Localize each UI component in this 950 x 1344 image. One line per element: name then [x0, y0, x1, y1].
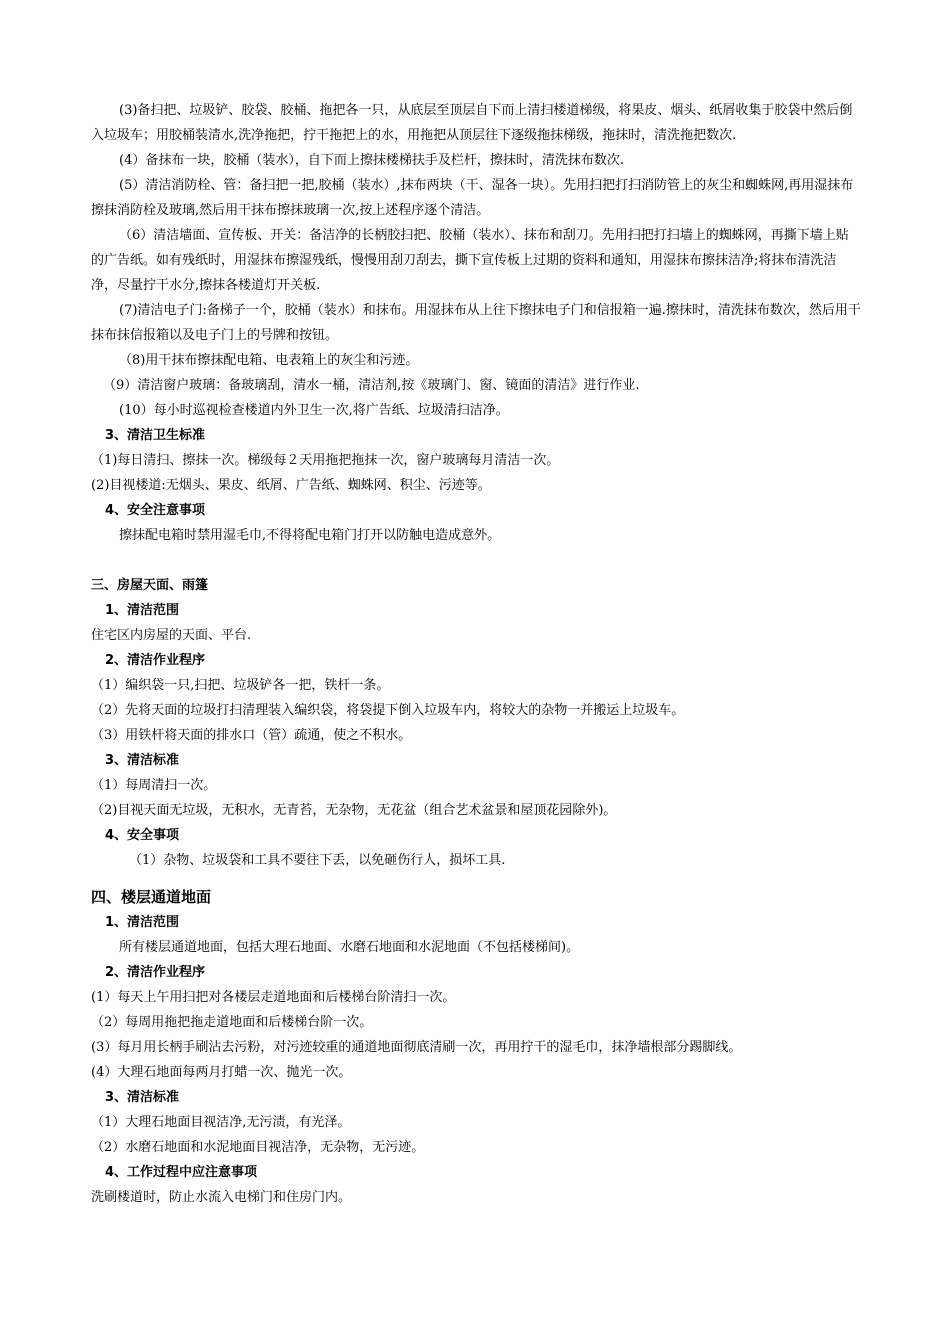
- procedure-step-7: (7)清洁电子门:备梯子一个，胶桶（装水）和抹布。用湿抹布从上往下擦抹电子门和信报箱一遍.擦抹时，清洗抹布数次，然后用干抹布抹信报箱以及电子门上的号牌和按钮。: [91, 303, 861, 343]
- procedure-step-4: (4）备抹布一块，胶桶（装水），自下而上擦抹楼梯扶手及栏杆，擦抹时，清洗抹布数次.: [119, 153, 624, 168]
- subheading-hygiene-standard: 3、清洁卫生标准: [105, 428, 206, 443]
- subheading-safety-notes: 4、安全注意事项: [105, 503, 206, 518]
- subheading-standard: 3、清洁标准: [105, 1090, 180, 1105]
- corridor-step-4: (4）大理石地面每两月打蜡一次、抛光一次。: [91, 1065, 352, 1080]
- subheading-standard: 3、清洁标准: [105, 753, 180, 768]
- corridor-standard-1: （1）大理石地面目视洁净,无污渍，有光泽。: [91, 1115, 351, 1130]
- subheading-safety: 4、安全事项: [105, 828, 180, 843]
- procedure-step-9: （9）清洁窗户玻璃：备玻璃刮，清水一桶，清洁剂,按《玻璃门、窗、镜面的清洁》进行作业.: [103, 378, 640, 393]
- scope-text: 住宅区内房屋的天面、平台.: [91, 628, 252, 643]
- roof-step-2: （2）先将天面的垃圾打扫清理装入编织袋，将袋提下倒入垃圾车内，将较大的杂物一并搬运上垃圾车。: [91, 703, 685, 718]
- corridor-step-1: (1）每天上午用扫把对各楼层走道地面和后楼梯台阶清扫一次。: [91, 990, 456, 1005]
- procedure-step-3: (3)备扫把、垃圾铲、胶袋、胶桶、拖把各一只，从底层至顶层自下而上清扫楼道梯级，将果皮、烟头、纸屑收集于胶袋中然后倒入垃圾车；用胶桶装清水,洗净拖把，拧干拖把上的水，用拖把从顶层往下逐级拖抹梯级，拖抹时，清洗拖把数次.: [91, 103, 853, 143]
- procedure-step-10: (10）每小时巡视检查楼道内外卫生一次,将广告纸、垃圾清扫洁净。: [119, 403, 509, 418]
- standard-item-2: (2)目视楼道:无烟头、果皮、纸屑、广告纸、蜘蛛网、积尘、污迹等。: [91, 478, 491, 493]
- procedure-step-5: (5）清洁消防栓、管：备扫把一把,胶桶（装水）,抹布两块（干、湿各一块）。先用扫把打扫消防管上的灰尘和蜘蛛网,再用湿抹布擦抹消防栓及玻璃,然后用干抹布擦抹玻璃一次,按上述程序逐个清洁。: [91, 178, 854, 218]
- corridor-step-3: (3）每月用长柄手刷沾去污粉，对污迹较重的通道地面彻底清刷一次，再用拧干的湿毛巾，抹净墙根部分踢脚线。: [91, 1040, 742, 1055]
- subheading-scope: 1、清洁范围: [105, 915, 180, 930]
- subheading-scope: 1、清洁范围: [105, 603, 180, 618]
- corridor-step-2: （2）每周用拖把拖走道地面和后楼梯台阶一次。: [91, 1015, 373, 1030]
- safety-note: 擦抹配电箱时禁用湿毛巾,不得将配电箱门打开以防触电造成意外。: [119, 528, 501, 543]
- corridor-scope-text: 所有楼层通道地面，包括大理石地面、水磨石地面和水泥地面（不包括楼梯间)。: [119, 940, 580, 955]
- procedure-step-6: （6）清洁墙面、宣传板、开关：备洁净的长柄胶扫把、胶桶（装水）、抹布和刮刀。先用扫把打扫墙上的蜘蛛网，再撕下墙上贴的广告纸。如有残纸时，用湿抹布擦湿残纸，慢慢用刮刀刮去，撕下宣传板上过期的资料和通知，用湿抹布擦抹洁净;将抹布清洗洁净，尽量拧干水分,擦抹各楼道灯开关板.: [91, 228, 849, 293]
- spacer: [91, 548, 861, 573]
- spacer: [91, 873, 861, 885]
- corridor-standard-2: （2）水磨石地面和水泥地面目视洁净，无杂物，无污迹。: [91, 1140, 425, 1155]
- roof-step-1: （1）编织袋一只,扫把、垃圾铲各一把，铁杆一条。: [91, 678, 390, 693]
- procedure-step-8: （8)用干抹布擦抹配电箱、电表箱上的灰尘和污迹。: [119, 353, 419, 368]
- roof-standard-2: （2)目视天面无垃圾，无积水，无青苔，无杂物，无花盆（组合艺术盆景和屋顶花园除外)。: [91, 803, 617, 818]
- subheading-procedure: 2、清洁作业程序: [105, 653, 206, 668]
- standard-item-1: （1)每日清扫、擦抹一次。梯级每２天用拖把拖抹一次，窗户玻璃每月清洁一次。: [91, 453, 560, 468]
- subheading-procedure: 2、清洁作业程序: [105, 965, 206, 980]
- roof-standard-1: （1）每周清扫一次。: [91, 778, 217, 793]
- subheading-work-notes: 4、工作过程中应注意事项: [105, 1165, 258, 1180]
- document-body: [91, 98, 861, 1210]
- roof-step-3: （3）用铁杆将天面的排水口（管）疏通，使之不积水。: [91, 728, 412, 743]
- section-title-roof: 三、房屋天面、雨篷: [91, 578, 209, 593]
- roof-safety-note: （1）杂物、垃圾袋和工具不要往下丢，以免砸伤行人，损坏工具.: [129, 853, 506, 868]
- section-title-corridor: 四、楼层通道地面: [91, 888, 212, 906]
- corridor-note: 洗刷楼道时，防止水流入电梯门和住房门内。: [91, 1190, 352, 1205]
